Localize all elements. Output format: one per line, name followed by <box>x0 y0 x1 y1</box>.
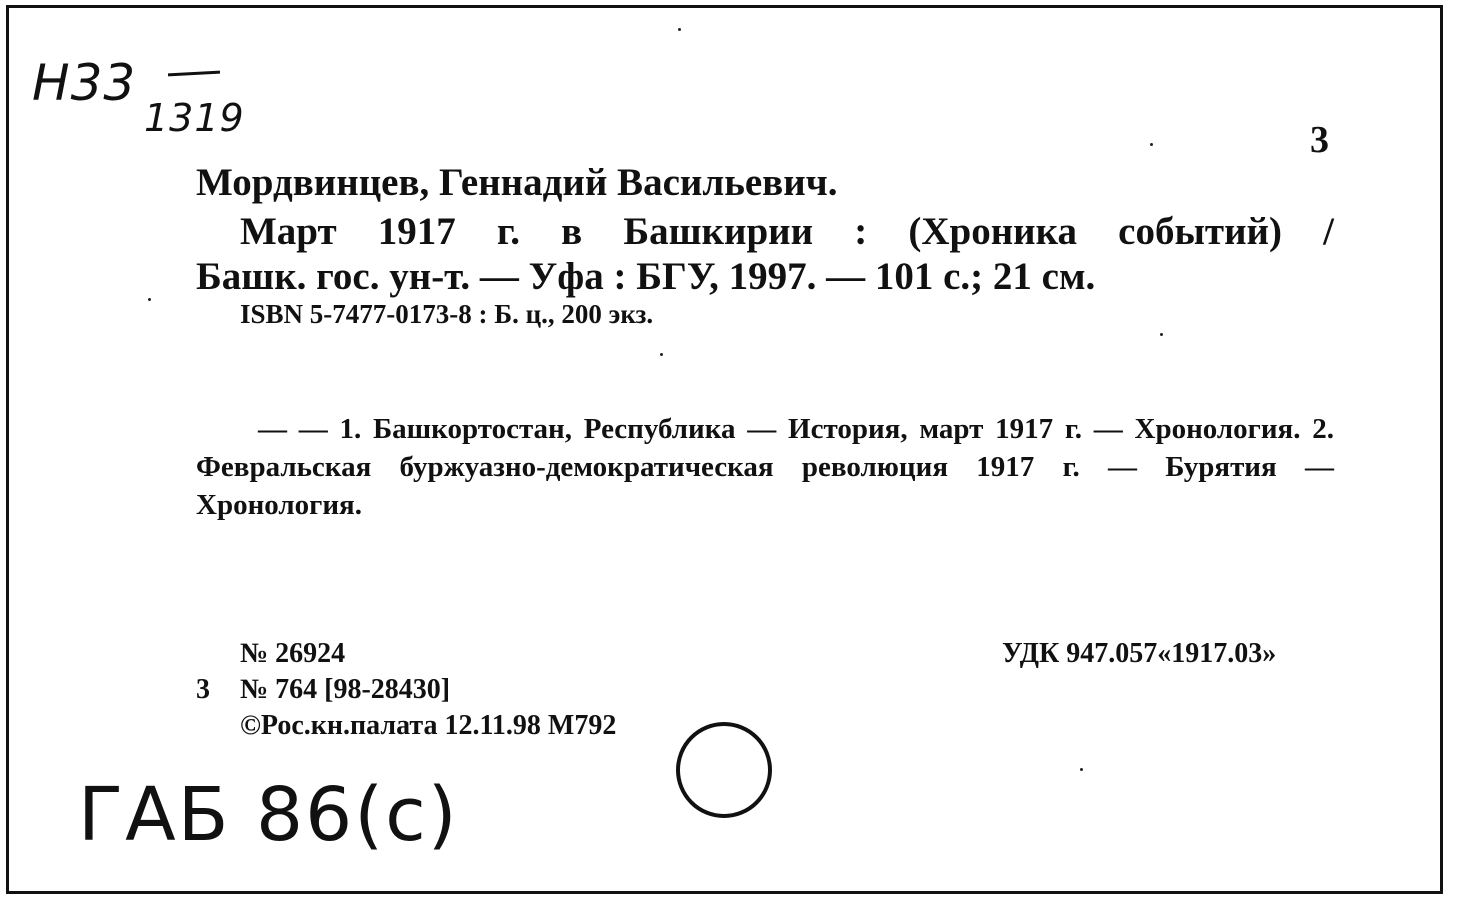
stamp-circle <box>676 722 772 818</box>
registration-number: № 764 [98-28430] <box>240 674 451 705</box>
isbn-statement: ISBN 5-7477-0173-8 : Б. ц., 200 экз. <box>240 299 654 329</box>
copyright-line: ©Рос.кн.палата 12.11.98 М792 <box>240 710 617 741</box>
copies-marker: 3 <box>196 674 210 705</box>
record-number: № 26924 <box>240 638 346 669</box>
scan-speck <box>1160 333 1163 336</box>
udk-classification: УДК 947.057«1917.03» <box>1002 638 1277 669</box>
title-statement: Март 1917 г. в Башкирии : (Хроника событий) / <box>240 210 1334 253</box>
author-heading: Мордвинцев, Геннадий Васильевич. <box>196 161 838 204</box>
subject-headings: — — 1. Башкортостан, Республика — История, март 1917 г. — Хронология. 2. Февральская буржуазно-демократическая революция 1917 г. — Бурятия — Хронология. <box>196 413 1334 521</box>
scan-speck <box>148 298 151 301</box>
handwritten-shelf-mark: Н33 <box>32 54 137 112</box>
publication-statement: Башк. гос. ун-т. — Уфа : БГУ, 1997. — 101 с.; 21 см. <box>196 255 1096 298</box>
scan-speck <box>1080 768 1083 771</box>
scan-speck <box>660 353 663 356</box>
scan-speck <box>1150 143 1153 146</box>
handwritten-shelf-number: 1319 <box>144 96 245 140</box>
scan-speck <box>678 28 681 31</box>
card-number: 3 <box>1310 119 1329 161</box>
handwritten-location-code: ГАБ 86(с) <box>78 772 459 858</box>
